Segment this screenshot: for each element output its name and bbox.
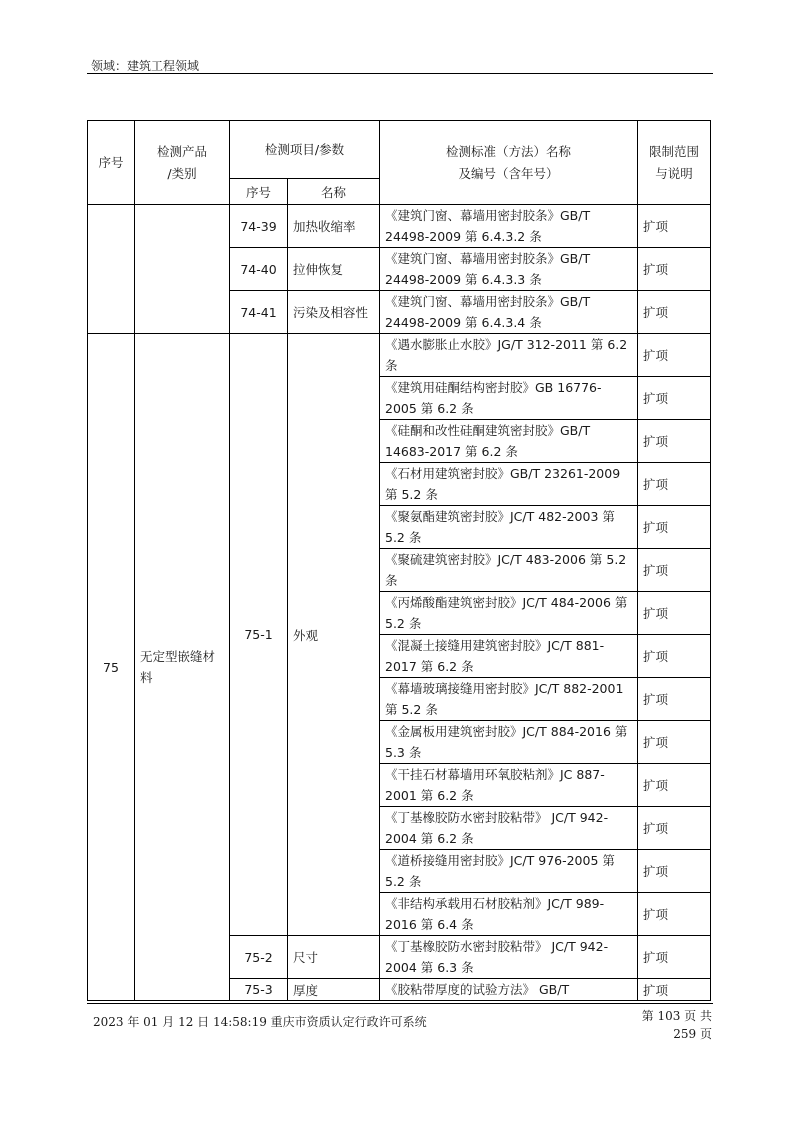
domain-header: 领域：建筑工程领域 bbox=[91, 59, 200, 73]
standard-cell: 《金属板用建筑密封胶》JC/T 884-2016 第 5.3 条 bbox=[380, 721, 638, 764]
item-name: 拉伸恢复 bbox=[288, 248, 380, 291]
header-category: 检测产品 /类别 bbox=[135, 121, 230, 205]
item-seq: 74-40 bbox=[230, 248, 288, 291]
standard-cell: 《干挂石材幕墙用环氧胶粘剂》JC 887-2001 第 6.2 条 bbox=[380, 764, 638, 807]
item-name: 污染及相容性 bbox=[288, 291, 380, 334]
header-standard: 检测标准（方法）名称 及编号（含年号） bbox=[380, 121, 638, 205]
header-seq: 序号 bbox=[88, 121, 135, 205]
header-item-seq: 序号 bbox=[230, 179, 288, 205]
standard-cell: 《建筑门窗、幕墙用密封胶条》GB/T 24498-2009 第 6.4.3.4 条 bbox=[380, 291, 638, 334]
item-seq: 75-3 bbox=[230, 979, 288, 1001]
category-74-cell bbox=[135, 205, 230, 334]
limit-cell: 扩项 bbox=[638, 248, 711, 291]
limit-cell: 扩项 bbox=[638, 377, 711, 420]
limit-cell: 扩项 bbox=[638, 420, 711, 463]
limit-cell: 扩项 bbox=[638, 635, 711, 678]
standard-cell: 《建筑用硅酮结构密封胶》GB 16776-2005 第 6.2 条 bbox=[380, 377, 638, 420]
limit-cell: 扩项 bbox=[638, 205, 711, 248]
item-seq: 75-2 bbox=[230, 936, 288, 979]
limit-cell: 扩项 bbox=[638, 463, 711, 506]
standard-cell: 《聚氨酯建筑密封胶》JC/T 482-2003 第 5.2 条 bbox=[380, 506, 638, 549]
limit-cell: 扩项 bbox=[638, 291, 711, 334]
standard-cell: 《道桥接缝用密封胶》JC/T 976-2005 第 5.2 条 bbox=[380, 850, 638, 893]
footer-page-number: 第 103 页 共 259 页 bbox=[641, 1009, 712, 1041]
seq-74-cell bbox=[88, 205, 135, 334]
standard-cell: 《混凝土接缝用建筑密封胶》JC/T 881-2017 第 6.2 条 bbox=[380, 635, 638, 678]
standard-cell: 《建筑门窗、幕墙用密封胶条》GB/T 24498-2009 第 6.4.3.2 条 bbox=[380, 205, 638, 248]
footer-divider bbox=[87, 1003, 713, 1004]
item-name: 尺寸 bbox=[288, 936, 380, 979]
standard-cell: 《硅酮和改性硅酮建筑密封胶》GB/T 14683-2017 第 6.2 条 bbox=[380, 420, 638, 463]
standard-cell: 《建筑门窗、幕墙用密封胶条》GB/T 24498-2009 第 6.4.3.3 条 bbox=[380, 248, 638, 291]
item-name: 加热收缩率 bbox=[288, 205, 380, 248]
standard-cell: 《丙烯酸酯建筑密封胶》JC/T 484-2006 第 5.2 条 bbox=[380, 592, 638, 635]
limit-cell: 扩项 bbox=[638, 807, 711, 850]
header-limit: 限制范围 与说明 bbox=[638, 121, 711, 205]
header-item-name: 名称 bbox=[288, 179, 380, 205]
item-seq: 75-1 bbox=[230, 334, 288, 936]
standard-cell: 《遇水膨胀止水胶》JG/T 312-2011 第 6.2 条 bbox=[380, 334, 638, 377]
standard-cell: 《聚硫建筑密封胶》JC/T 483-2006 第 5.2 条 bbox=[380, 549, 638, 592]
limit-cell: 扩项 bbox=[638, 893, 711, 936]
limit-cell: 扩项 bbox=[638, 678, 711, 721]
item-name: 外观 bbox=[288, 334, 380, 936]
item-seq: 74-41 bbox=[230, 291, 288, 334]
category-75-cell: 无定型嵌缝材料 bbox=[135, 334, 230, 1001]
item-name: 厚度 bbox=[288, 979, 380, 1001]
seq-75-cell: 75 bbox=[88, 334, 135, 1001]
standard-cell: 《非结构承载用石材胶粘剂》JC/T 989-2016 第 6.4 条 bbox=[380, 893, 638, 936]
limit-cell: 扩项 bbox=[638, 721, 711, 764]
inspection-table bbox=[87, 120, 711, 1001]
limit-cell: 扩项 bbox=[638, 334, 711, 377]
standard-cell: 《丁基橡胶防水密封胶粘带》 JC/T 942-2004 第 6.2 条 bbox=[380, 807, 638, 850]
limit-cell: 扩项 bbox=[638, 506, 711, 549]
standard-cell: 《幕墙玻璃接缝用密封胶》JC/T 882-2001 第 5.2 条 bbox=[380, 678, 638, 721]
limit-cell: 扩项 bbox=[638, 850, 711, 893]
item-seq: 74-39 bbox=[230, 205, 288, 248]
header-divider bbox=[87, 73, 713, 74]
limit-cell: 扩项 bbox=[638, 592, 711, 635]
limit-cell: 扩项 bbox=[638, 979, 711, 1001]
standard-cell: 《石材用建筑密封胶》GB/T 23261-2009 第 5.2 条 bbox=[380, 463, 638, 506]
limit-cell: 扩项 bbox=[638, 549, 711, 592]
footer-timestamp: 2023 年 01 月 12 日 14:58:19 重庆市资质认定行政许可系统 bbox=[93, 1015, 427, 1029]
limit-cell: 扩项 bbox=[638, 936, 711, 979]
standard-cell: 《胶粘带厚度的试验方法》 GB/T bbox=[380, 979, 638, 1001]
header-item-group: 检测项目/参数 bbox=[230, 121, 380, 179]
limit-cell: 扩项 bbox=[638, 764, 711, 807]
standard-cell: 《丁基橡胶防水密封胶粘带》 JC/T 942-2004 第 6.3 条 bbox=[380, 936, 638, 979]
